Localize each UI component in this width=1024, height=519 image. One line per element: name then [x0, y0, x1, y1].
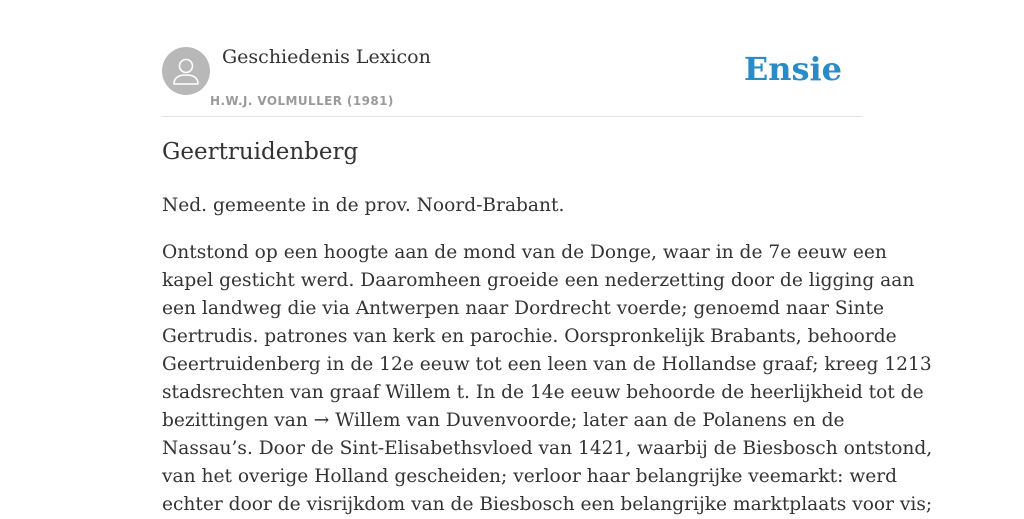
- article-title: Geertruidenberg: [162, 139, 359, 165]
- body-line: kapel gesticht werd. Daaromheen groeide een nederzetting door de ligging aan: [162, 270, 915, 291]
- page: [162, 0, 933, 515]
- body-line: Gertrudis. patrones van kerk en parochie. Oorspronkelijk Brabants, behoorde: [162, 326, 897, 347]
- user-icon[interactable]: [162, 47, 210, 95]
- body-line: een landweg die via Antwerpen naar Dordrecht voerde; genoemd naar Sinte: [162, 298, 884, 319]
- body-line: bezittingen van → Willem van Duvenvoorde; later aan de Polanens en de: [162, 410, 845, 431]
- author-byline[interactable]: H.W.J. VOLMULLER (1981): [210, 94, 394, 108]
- body-line: van het overige Holland gescheiden; verloor haar belangrijke veemarkt: werd: [162, 466, 898, 487]
- body-line: Geertruidenberg in de 12e eeuw tot een leen van de Hollandse graaf; kreeg 1213: [162, 354, 932, 375]
- body-line: Ontstond op een hoogte aan de mond van de Donge, waar in de 7e eeuw een: [162, 242, 887, 263]
- body-line: stadsrechten van graaf Willem t. In de 14e eeuw behoorde de heerlijkheid tot de: [162, 382, 924, 403]
- article-intro: Ned. gemeente in de prov. Noord-Brabant.: [162, 195, 565, 216]
- lexicon-title[interactable]: Geschiedenis Lexicon: [222, 46, 431, 68]
- article-body: [162, 239, 933, 519]
- body-line: Nassau’s. Door de Sint-Elisabethsvloed van 1421, waarbij de Biesbosch ontstond,: [162, 438, 933, 459]
- brand-logo[interactable]: Ensie: [743, 50, 842, 88]
- body-line: echter door de visrijkdom van de Biesbosch een belangrijke marktplaats voor vis;: [162, 494, 933, 515]
- header: [162, 0, 862, 117]
